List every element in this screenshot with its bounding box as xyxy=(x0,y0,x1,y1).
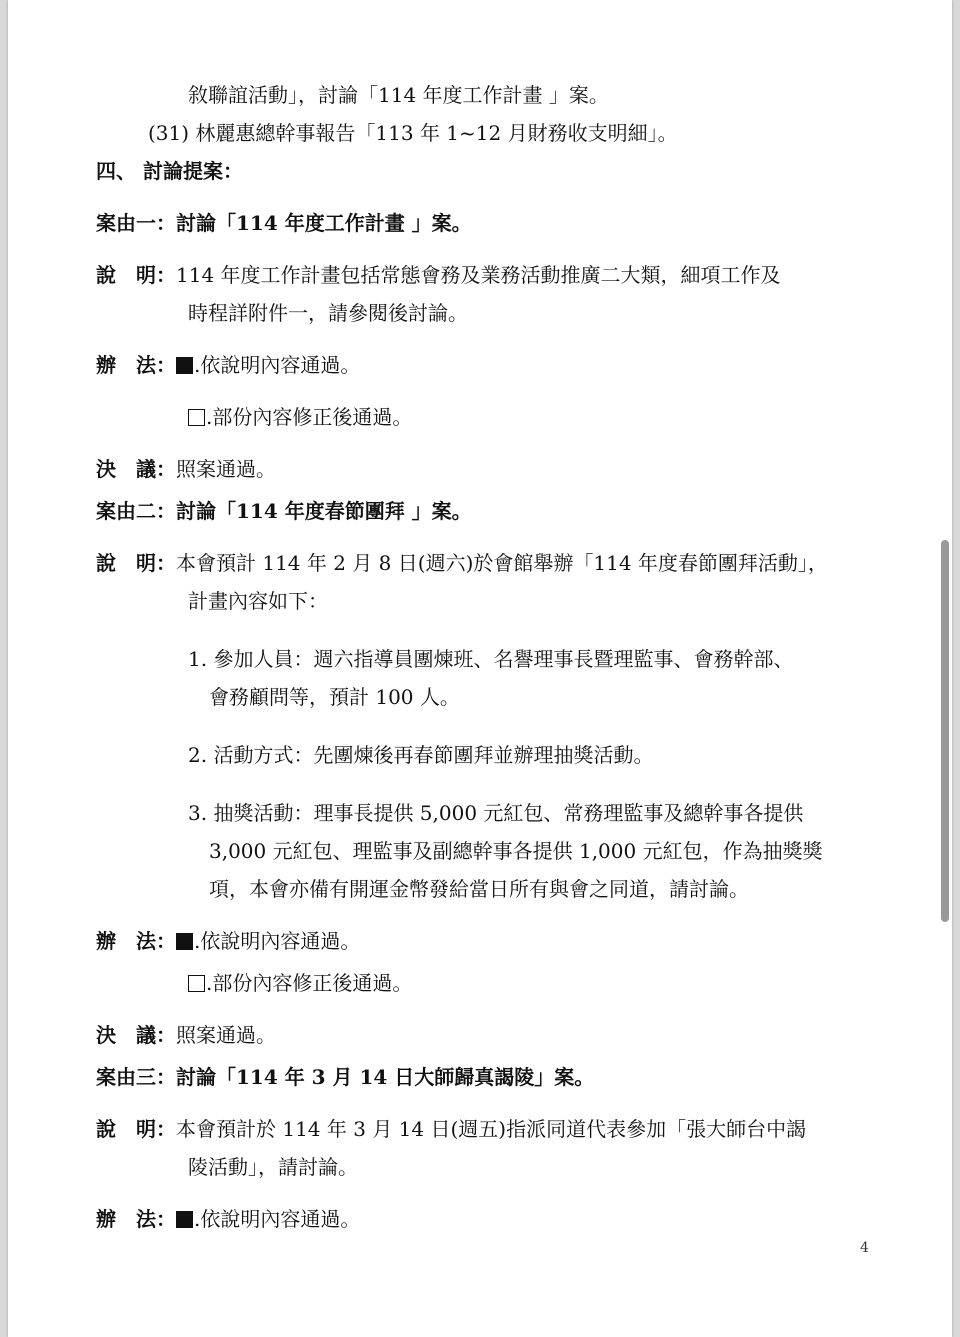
option-text: .部份內容修正後通過。 xyxy=(206,971,413,995)
case2-description-cont: 計畫內容如下： xyxy=(188,589,328,613)
resolution-text: 照案通過。 xyxy=(176,457,276,481)
unchecked-box-icon xyxy=(188,409,205,426)
case2-title: 案由二：討論「114 年度春節團拜 」案。 xyxy=(96,499,472,523)
page-number: 4 xyxy=(860,1240,869,1256)
case2-item-1: 1. 參加人員：週六指導員團煉班、名譽理事長暨理監事、會務幹部、 xyxy=(188,647,794,671)
method-label: 辦 法： xyxy=(96,929,176,953)
option-text: .部份內容修正後通過。 xyxy=(206,405,413,429)
document-page xyxy=(8,0,952,1337)
case1-method-option2 xyxy=(96,398,876,436)
case2-description xyxy=(96,544,876,582)
case1-title: 案由一：討論「114 年度工作計畫 」案。 xyxy=(96,211,472,235)
case2-item-3-cont2: 項，本會亦備有開運金幣發給當日所有與會之同道，請討論。 xyxy=(209,877,749,901)
option-text: .依說明內容通過。 xyxy=(194,353,361,377)
desc-text: 本會預計於 114 年 3 月 14 日(週五)指派同道代表參加「張大師台中謁 xyxy=(176,1117,807,1141)
method-label: 辦 法： xyxy=(96,1207,176,1231)
case1-description-cont: 時程詳附件一，請參閱後討論。 xyxy=(188,301,468,325)
desc-label: 說 明： xyxy=(96,1117,176,1141)
case2-method xyxy=(96,922,876,960)
unchecked-box-icon xyxy=(188,975,205,992)
option-text: .依說明內容通過。 xyxy=(194,929,361,953)
desc-text: 本會預計 114 年 2 月 8 日(週六)於會館舉辦「114 年度春節團拜活動」， xyxy=(176,551,828,575)
case2-item-2: 2. 活動方式：先團煉後再春節團拜並辦理抽獎活動。 xyxy=(188,743,654,767)
checked-box-icon xyxy=(176,933,193,950)
case1-resolution xyxy=(96,450,876,488)
method-label: 辦 法： xyxy=(96,353,176,377)
case3-description-cont: 陵活動」，請討論。 xyxy=(188,1155,358,1179)
case3-title: 案由三：討論「114 年 3 月 14 日大師歸真謁陵」案。 xyxy=(96,1065,595,1089)
case1-method xyxy=(96,346,876,384)
desc-label: 說 明： xyxy=(96,551,176,575)
resolution-label: 決 議： xyxy=(96,457,176,481)
resolution-text: 照案通過。 xyxy=(176,1023,276,1047)
checked-box-icon xyxy=(176,357,193,374)
case2-item-3: 3. 抽獎活動：理事長提供 5,000 元紅包、常務理監事及總幹事各提供 xyxy=(188,801,804,825)
option-text: .依說明內容通過。 xyxy=(194,1207,361,1231)
case1-description xyxy=(96,256,876,294)
case2-method-option2 xyxy=(96,964,876,1002)
resolution-label: 決 議： xyxy=(96,1023,176,1047)
text-line: 敘聯誼活動」，討論「114 年度工作計畫 」案。 xyxy=(188,83,609,107)
desc-text: 114 年度工作計畫包括常態會務及業務活動推廣二大類，細項工作及 xyxy=(176,263,781,287)
desc-label: 說 明： xyxy=(96,263,176,287)
case2-resolution xyxy=(96,1016,876,1054)
case2-item-3-cont: 3,000 元紅包、理監事及副總幹事各提供 1,000 元紅包，作為抽獎獎 xyxy=(209,839,823,863)
scrollbar-thumb[interactable] xyxy=(941,540,949,922)
case3-description xyxy=(96,1110,876,1148)
case3-method xyxy=(96,1200,876,1238)
document-body xyxy=(96,76,876,1238)
report-item-31: (31) 林麗惠總幹事報告「113 年 1~12 月財務收支明細」。 xyxy=(148,121,678,145)
section-heading: 四、 討論提案： xyxy=(96,159,243,183)
checked-box-icon xyxy=(176,1211,193,1228)
case2-item-1-cont: 會務顧問等，預計 100 人。 xyxy=(209,685,460,709)
